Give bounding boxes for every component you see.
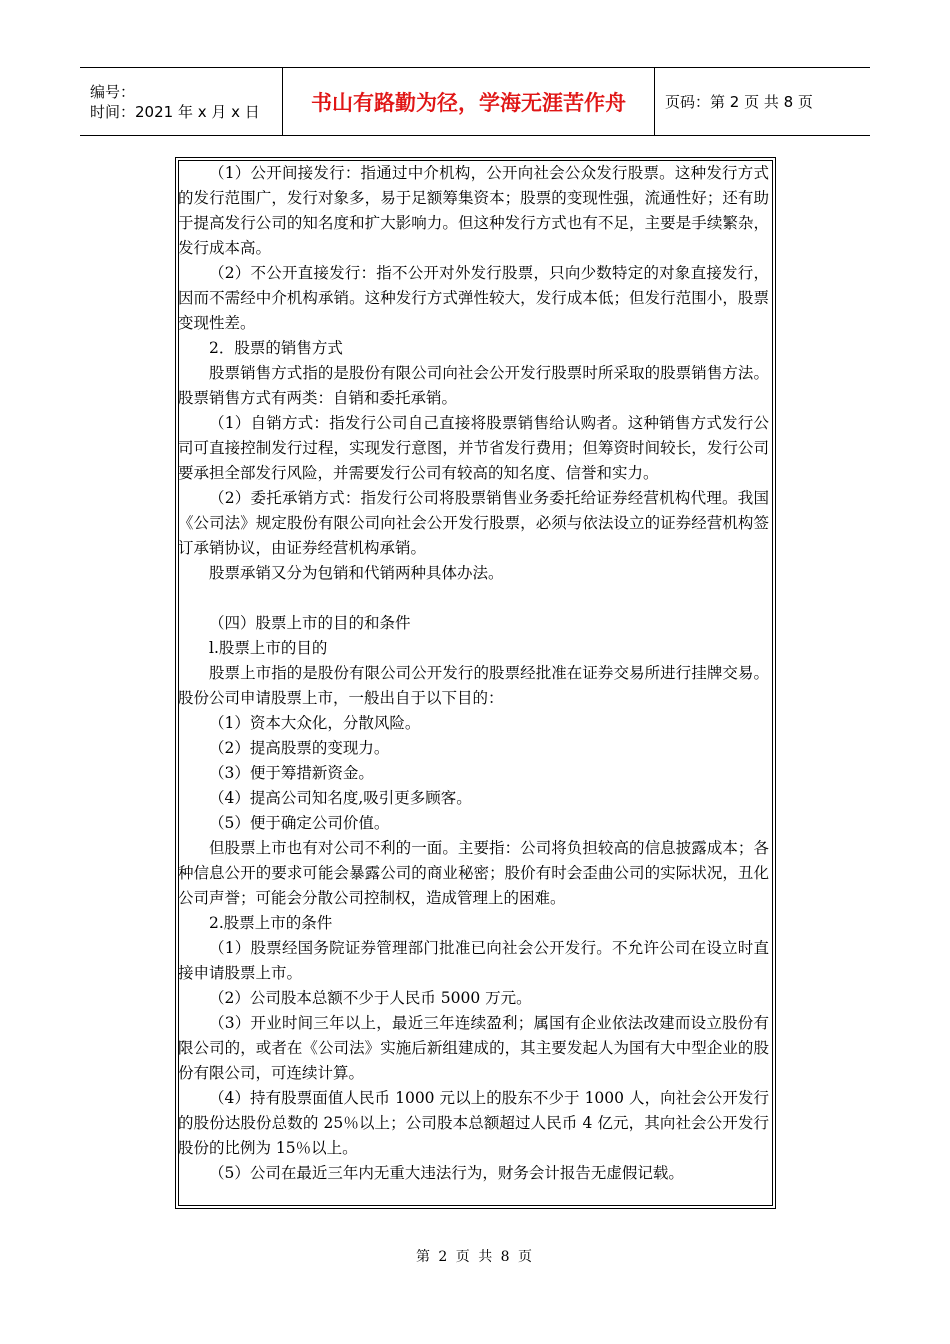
document-body (176, 161, 771, 1186)
document-date: 时间：2021 年 x 月 x 日 (90, 102, 260, 121)
body-paragraph: （2）委托承销方式：指发行公司将股票销售业务委托给证券经营机构代理。我国《公司法》规定股份有限公司向社会公开发行股票，必须与依法设立的证券经营机构签订承销协议，由证券经营机构承销。 (178, 489, 769, 557)
body-paragraph: 但股票上市也有对公司不利的一面。主要指：公司将负担较高的信息披露成本；各种信息公开的要求可能会暴露公司的商业秘密；股价有时会歪曲公司的实际状况，丑化公司声誉；可能会分散公司控制权，造成管理上的困难。 (178, 839, 769, 907)
body-paragraph: （1）股票经国务院证券管理部门批准已向社会公开发行。不允许公司在设立时直接申请股票上市。 (178, 939, 769, 982)
body-paragraph: （1）自销方式：指发行公司自己直接将股票销售给认购者。这种销售方式发行公司可直接控制发行过程，实现发行意图，并节省发行费用；但筹资时间较长，发行公司要承担全部发行风险，并需要发行公司有较高的知名度、信誉和实力。 (178, 414, 769, 482)
body-paragraph: （5）便于确定公司价值。 (209, 814, 390, 832)
body-paragraph: 2．股票的销售方式 (209, 339, 343, 357)
blank-line (178, 586, 769, 611)
body-paragraph: 股票承销又分为包销和代销两种具体办法。 (209, 564, 504, 582)
header-motto: 书山有路勤为径，学海无涯苦作舟 (282, 68, 655, 135)
body-paragraph: （2）不公开直接发行：指不公开对外发行股票，只向少数特定的对象直接发行，因而不需经中介机构承销。这种发行方式弹性较大，发行成本低；但发行范围小，股票变现性差。 (178, 264, 769, 332)
body-paragraph: （四）股票上市的目的和条件 (209, 614, 411, 632)
body-paragraph: （1）资本大众化，分散风险。 (209, 714, 421, 732)
body-paragraph: （1）公开间接发行：指通过中介机构，公开向社会公众发行股票。这种发行方式的发行范围广，发行对象多，易于足额筹集资本；股票的变现性强，流通性好；还有助于提高发行公司的知名度和扩大影响力。但这种发行方式也有不足，主要是手续繁杂，发行成本高。 (178, 164, 769, 257)
body-paragraph: （3）便于筹措新资金。 (209, 764, 374, 782)
body-paragraph: （2）提高股票的变现力。 (209, 739, 390, 757)
content-frame (175, 157, 776, 1209)
page-footer: 第 2 页 共 8 页 (415, 1249, 535, 1265)
body-paragraph: （4）提高公司知名度,吸引更多顾客。 (209, 789, 472, 807)
header-page-info: 页码：第 2 页 共 8 页 (665, 93, 813, 111)
body-paragraph: （4）持有股票面值人民币 1000 元以上的股东不少于 1000 人，向社会公开发行的股份达股份总数的 25％以上；公司股本总额超过人民币 4 亿元，其向社会公开发行股份的比例为 15％以上。 (178, 1089, 769, 1157)
body-paragraph: 股票上市指的是股份有限公司公开发行的股票经批准在证券交易所进行挂牌交易。股份公司申请股票上市，一般出自于以下目的： (178, 664, 769, 707)
document-number: 编号： (90, 82, 136, 101)
body-paragraph: （3）开业时间三年以上，最近三年连续盈利；属国有企业依法改建而设立股份有限公司的，或者在《公司法》实施后新组建成的，其主要发起人为国有大中型企业的股份有限公司，可连续计算。 (178, 1014, 769, 1082)
body-paragraph: 2.股票上市的条件 (209, 914, 333, 932)
page-header (80, 67, 870, 136)
header-meta (80, 68, 282, 135)
body-paragraph: （5）公司在最近三年内无重大违法行为，财务会计报告无虚假记载。 (209, 1164, 684, 1182)
body-paragraph: 股票销售方式指的是股份有限公司向社会公开发行股票时所采取的股票销售方法。股票销售方式有两类：自销和委托承销。 (178, 364, 769, 407)
body-paragraph: l.股票上市的目的 (209, 639, 328, 657)
body-paragraph: （2）公司股本总额不少于人民币 5000 万元。 (209, 989, 532, 1007)
